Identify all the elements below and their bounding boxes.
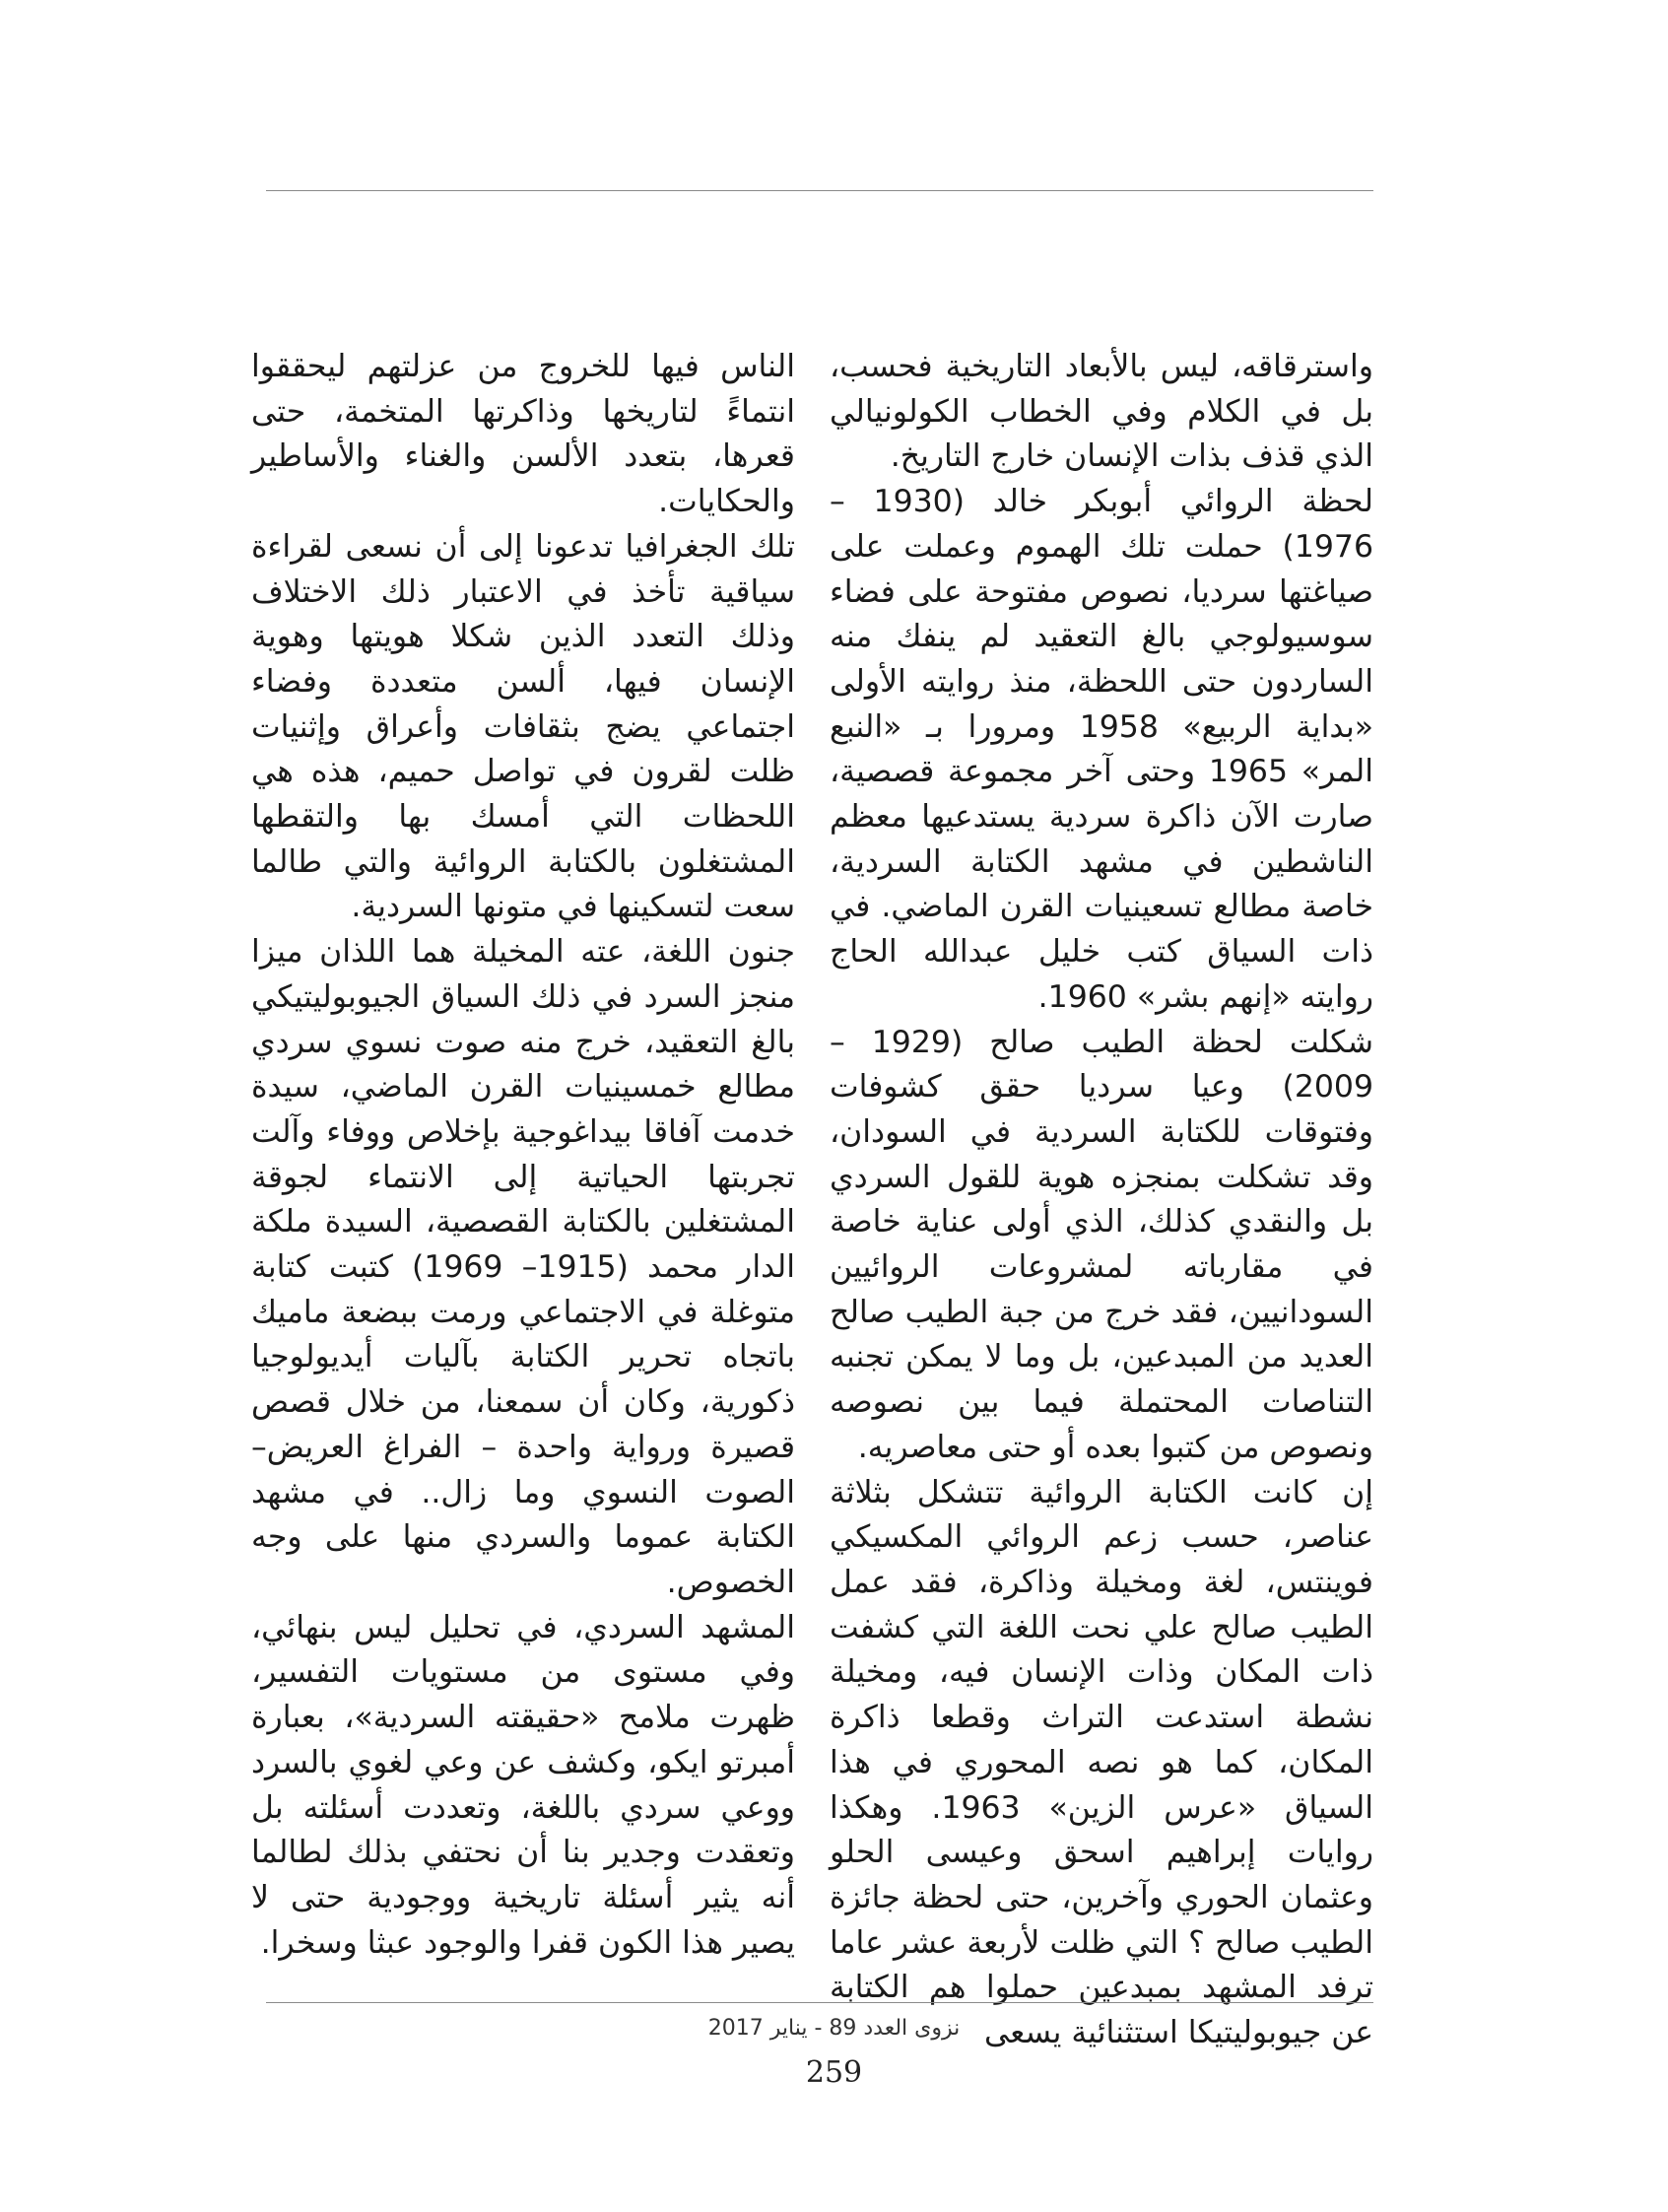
header-rule (266, 190, 1373, 191)
journal-issue-line: نزوى العدد 89 - يناير 2017 (707, 2016, 961, 2041)
paragraph: المشهد السردي، في تحليل ليس بنهائي، وفي مستوى من مستويات التفسير، ظهرت ملامح «حقيقته السردية»، بعبارة أمبرتو ايكو، وكشف عن وعي لغوي بالسرد ووعي سردي باللغة، وتعددت أسئلته بل وتعقدت وجدير بنا أن نحتفي بذلك لطالما أنه يثير أسئلة تاريخية ووجودية حتى لا يصير هذا الكون قفرا والوجود عبثا وسخرا. (251, 1609, 795, 1961)
footer-rule (266, 2002, 1373, 2003)
paragraph: شكلت لحظة الطيب صالح (1929 – 2009) وعيا سرديا حقق كشوفات وفتوقات للكتابة السردية في السودان، وقد تشكلت بمنجزه هوية للقول السردي بل والنقدي كذلك، الذي أولى عناية خاصة في مقارباته لمشروعات الروائيين السودانيين، فقد خرج من جبة الطيب صالح العديد من المبدعين، بل وما لا يمكن تجنبه التناصات المحتملة فيما بين نصوصه ونصوص من كتبوا بعده أو حتى معاصريه. (830, 1024, 1373, 1465)
page-number: 259 (805, 2055, 863, 2090)
paragraph: إن كانت الكتابة الروائية تتشكل بثلاثة عناصر، حسب زعم الروائي المكسيكي فوينتس، لغة ومخيلة وذاكرة، فقد عمل الطيب صالح علي نحت اللغة التي كشفت ذات المكان وذات الإنسان فيه، ومخيلة نشطة استدعت التراث وقطعا ذاكرة المكان، كما هو نصه المحوري في هذا السياق «عرس الزين» 1963. وهكذا روايات إبراهيم اسحق وعيسى الحلو وعثمان الحوري وآخرين، حتى لحظة جائزة الطيب صالح ؟ التي ظلت لأربعة عشر عاما ترفد المشهد بمبدعين حملوا هم الكتابة عن جيوبوليتيكا استثنائية يسعى (830, 1474, 1373, 2051)
paragraph: جنون اللغة، عته المخيلة هما اللذان ميزا منجز السرد في ذلك السياق الجيوبوليتيكي بالغ التعقيد، خرج منه صوت نسوي سردي مطالع خمسينيات القرن الماضي، سيدة خدمت آفاقا بيداغوجية بإخلاص ووفاء وآلت تجربتها الحياتية إلى الانتماء لجوقة المشتغلين بالكتابة القصصية، السيدة ملكة الدار محمد (1915– 1969) كتبت كتابة متوغلة في الاجتماعي ورمت ببضعة ماميك باتجاه تحرير الكتابة بآليات أيديولوجيا ذكورية، وكان أن سمعنا، من خلال قصص قصيرة ورواية واحدة – الفراغ العريض– الصوت النسوي وما زال.. في مشهد الكتابة عموما والسردي منها على وجه الخصوص. (251, 934, 795, 1600)
paragraph: الناس فيها للخروج من عزلتهم ليحققوا انتماءً لتاريخها وذاكرتها المتخمة، حتى قعرها، بتعدد الألسن والغناء والأساطير والحكايات. (251, 349, 795, 520)
paragraph: لحظة الروائي أبوبكر خالد (1930 – 1976) حملت تلك الهموم وعملت على صياغتها سرديا، نصوص مفتوحة على فضاء سوسيولوجي بالغ التعقيد لم ينفك منه الساردون حتى اللحظة، منذ روايته الأولى «بداية الربيع» 1958 ومرورا بـ «النبع المر» 1965 وحتى آخر مجموعة قصصية، صارت الآن ذاكرة سردية يستدعيها معظم الناشطين في مشهد الكتابة السردية، خاصة مطالع تسعينيات القرن الماضي. في ذات السياق كتب خليل عبدالله الحاج روايته «إنهم بشر» 1960. (830, 484, 1374, 1015)
paragraph: تلك الجغرافيا تدعونا إلى أن نسعى لقراءة سياقية تأخذ في الاعتبار ذلك الاختلاف وذلك التعدد الذين شكلا هويتها وهوية الإنسان فيها، ألسن متعددة وفضاء اجتماعي يضج بثقافات وأعراق وإثنيات ظلت لقرون في تواصل حميم، هذه هي اللحظات التي أمسك بها والتقطها المشتغلون بالكتابة الروائية والتي طالما سعت لتسكينها في متونها السردية. (251, 528, 795, 925)
left-column (251, 345, 795, 1961)
paragraph: واستر‌قاقه، ليس بالأبعاد التاريخية فحسب، بل في الكلام وفي الخطاب الكولونيالي الذي قذف بذات الإنسان خارج التاريخ. (830, 349, 1373, 475)
